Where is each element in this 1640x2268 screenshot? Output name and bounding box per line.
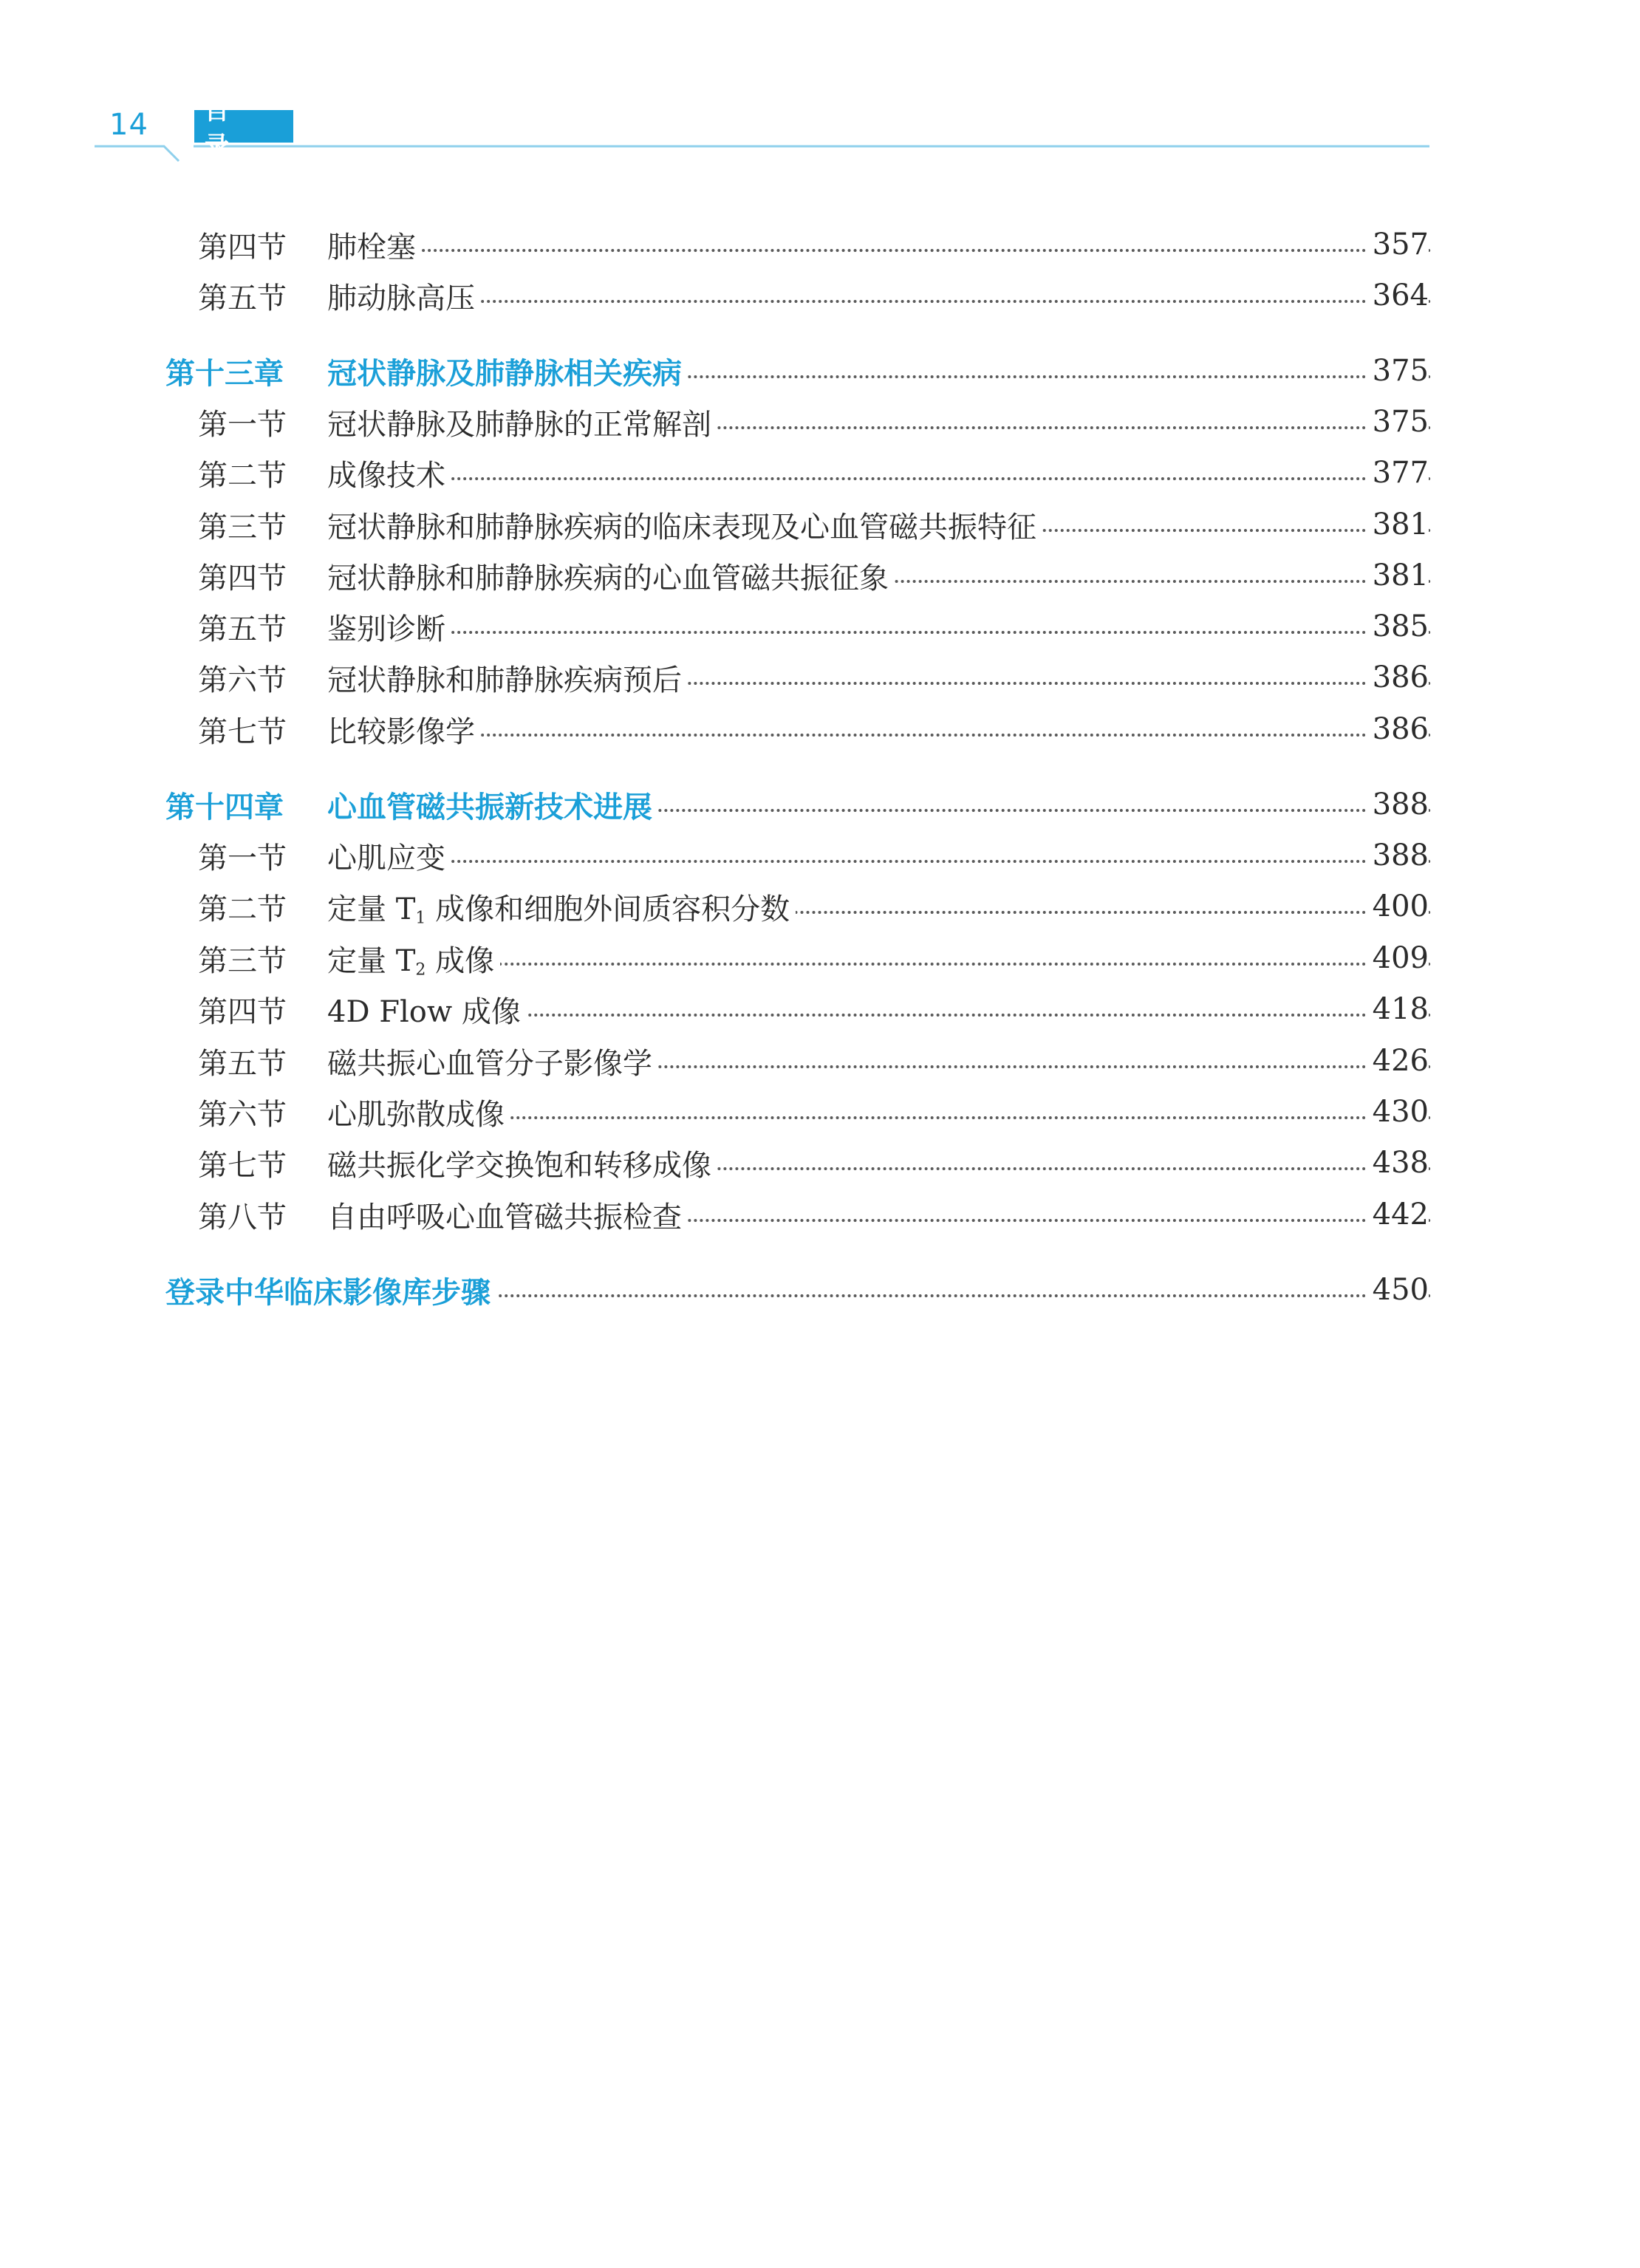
toc-appendix-row[interactable] bbox=[0, 1269, 1640, 1311]
dot-leader bbox=[327, 631, 1432, 634]
entry-title: 鉴别诊断 bbox=[327, 606, 451, 648]
toc-chapter-row[interactable] bbox=[0, 784, 1640, 825]
entry-title-subscript: 1 bbox=[415, 909, 426, 927]
toc-section-row[interactable] bbox=[0, 224, 1640, 265]
toc-section-row[interactable] bbox=[0, 1142, 1640, 1183]
toc-section-row[interactable] bbox=[0, 886, 1640, 927]
entry-title: 冠状静脉及肺静脉的正常解剖 bbox=[327, 401, 717, 443]
toc-section-row[interactable] bbox=[0, 988, 1640, 1030]
entry-title: 成像技术 bbox=[327, 452, 451, 494]
entry-page-number: 377 bbox=[1368, 456, 1429, 490]
toc-section-row[interactable] bbox=[0, 452, 1640, 493]
entry-title: 肺动脉高压 bbox=[327, 275, 481, 317]
entry-number: 第七节 bbox=[198, 1148, 287, 1183]
page-header bbox=[0, 0, 1640, 177]
entry-title: 肺栓塞 bbox=[327, 224, 422, 266]
entry-title: 心血管磁共振新技术进展 bbox=[327, 784, 658, 826]
page-number: 14 bbox=[109, 108, 148, 142]
entry-title: 心肌弥散成像 bbox=[327, 1091, 510, 1133]
entry-page-number: 381 bbox=[1368, 508, 1429, 542]
entry-number: 第三节 bbox=[198, 943, 287, 978]
entry-number: 第八节 bbox=[198, 1200, 287, 1234]
toc-section-row[interactable] bbox=[0, 504, 1640, 545]
entry-page-number: 418 bbox=[1368, 992, 1429, 1026]
toc-section-row[interactable] bbox=[0, 555, 1640, 596]
toc-section-row[interactable] bbox=[0, 708, 1640, 750]
toc-section-row[interactable] bbox=[0, 937, 1640, 979]
entry-title-prefix: 定量 T bbox=[327, 892, 416, 926]
entry-page-number: 357 bbox=[1368, 228, 1429, 262]
entry-number: 第六节 bbox=[198, 1097, 287, 1132]
entry-title: 磁共振化学交换饱和转移成像 bbox=[327, 1142, 717, 1184]
toc-section-row[interactable] bbox=[0, 835, 1640, 876]
entry-page-number: 375 bbox=[1368, 405, 1429, 439]
entry-page-number: 364 bbox=[1368, 279, 1429, 312]
entry-page-number: 400 bbox=[1368, 889, 1429, 923]
toc-section-row[interactable] bbox=[0, 1091, 1640, 1133]
entry-title-suffix: 成像 bbox=[426, 943, 495, 978]
entry-title: 比较影像学 bbox=[327, 708, 481, 751]
entry-page-number: 430 bbox=[1368, 1095, 1429, 1129]
entry-number: 第四节 bbox=[198, 561, 287, 595]
entry-number: 第五节 bbox=[198, 612, 287, 646]
entry-number: 第十四章 bbox=[165, 790, 284, 824]
entry-page-number: 386 bbox=[1368, 660, 1429, 694]
entry-title-suffix: 成像和细胞外间质容积分数 bbox=[426, 892, 790, 926]
toc-section-row[interactable] bbox=[0, 401, 1640, 443]
toc-section-row[interactable] bbox=[0, 1040, 1640, 1082]
entry-page-number: 409 bbox=[1368, 941, 1429, 975]
dot-leader bbox=[327, 249, 1432, 252]
entry-number: 第四节 bbox=[198, 230, 287, 264]
entry-number: 第三节 bbox=[198, 510, 287, 544]
toc-chapter-row[interactable] bbox=[0, 350, 1640, 392]
toc-section-row[interactable] bbox=[0, 1194, 1640, 1235]
entry-title bbox=[327, 937, 500, 980]
entry-number: 第六节 bbox=[198, 663, 287, 697]
entry-page-number: 388 bbox=[1368, 838, 1429, 872]
entry-title: 登录中华临床影像库步骤 bbox=[165, 1269, 496, 1311]
entry-title: 心肌应变 bbox=[327, 835, 451, 877]
entry-number: 第二节 bbox=[198, 458, 287, 493]
toc-section-row[interactable] bbox=[0, 275, 1640, 316]
entry-page-number: 388 bbox=[1368, 788, 1429, 822]
entry-page-number: 375 bbox=[1368, 354, 1429, 388]
dot-leader bbox=[327, 734, 1432, 737]
entry-number: 第五节 bbox=[198, 281, 287, 315]
entry-title-prefix: 定量 T bbox=[327, 943, 416, 978]
toc-section-row[interactable] bbox=[0, 657, 1640, 698]
entry-page-number: 426 bbox=[1368, 1044, 1429, 1078]
entry-title: 冠状静脉和肺静脉疾病预后 bbox=[327, 657, 688, 699]
entry-title: 自由呼吸心血管磁共振检查 bbox=[327, 1194, 688, 1236]
entry-title bbox=[327, 886, 796, 928]
entry-page-number: 386 bbox=[1368, 712, 1429, 746]
entry-number: 第二节 bbox=[198, 892, 287, 926]
entry-title-subscript: 2 bbox=[415, 960, 426, 979]
entry-page-number: 385 bbox=[1368, 609, 1429, 643]
entry-page-number: 438 bbox=[1368, 1146, 1429, 1180]
dot-leader bbox=[327, 860, 1432, 863]
entry-title: 4D Flow 成像 bbox=[327, 988, 527, 1031]
entry-page-number: 442 bbox=[1368, 1198, 1429, 1232]
dot-leader bbox=[327, 477, 1432, 480]
entry-page-number: 381 bbox=[1368, 559, 1429, 592]
entry-title: 冠状静脉和肺静脉疾病的临床表现及心血管磁共振特征 bbox=[327, 504, 1042, 546]
toc-section-row[interactable] bbox=[0, 606, 1640, 647]
entry-number: 第四节 bbox=[198, 994, 287, 1029]
entry-title: 磁共振心血管分子影像学 bbox=[327, 1040, 658, 1082]
entry-page-number: 450 bbox=[1368, 1273, 1429, 1307]
entry-number: 第一节 bbox=[198, 841, 287, 875]
entry-title: 冠状静脉及肺静脉相关疾病 bbox=[327, 350, 688, 392]
entry-number: 第七节 bbox=[198, 714, 287, 749]
entry-number: 第一节 bbox=[198, 407, 287, 442]
entry-number: 第十三章 bbox=[165, 356, 284, 391]
entry-number: 第五节 bbox=[198, 1046, 287, 1081]
dot-leader bbox=[327, 300, 1432, 303]
entry-title: 冠状静脉和肺静脉疾病的心血管磁共振征象 bbox=[327, 555, 895, 597]
section-label: 目 录 bbox=[194, 110, 293, 143]
